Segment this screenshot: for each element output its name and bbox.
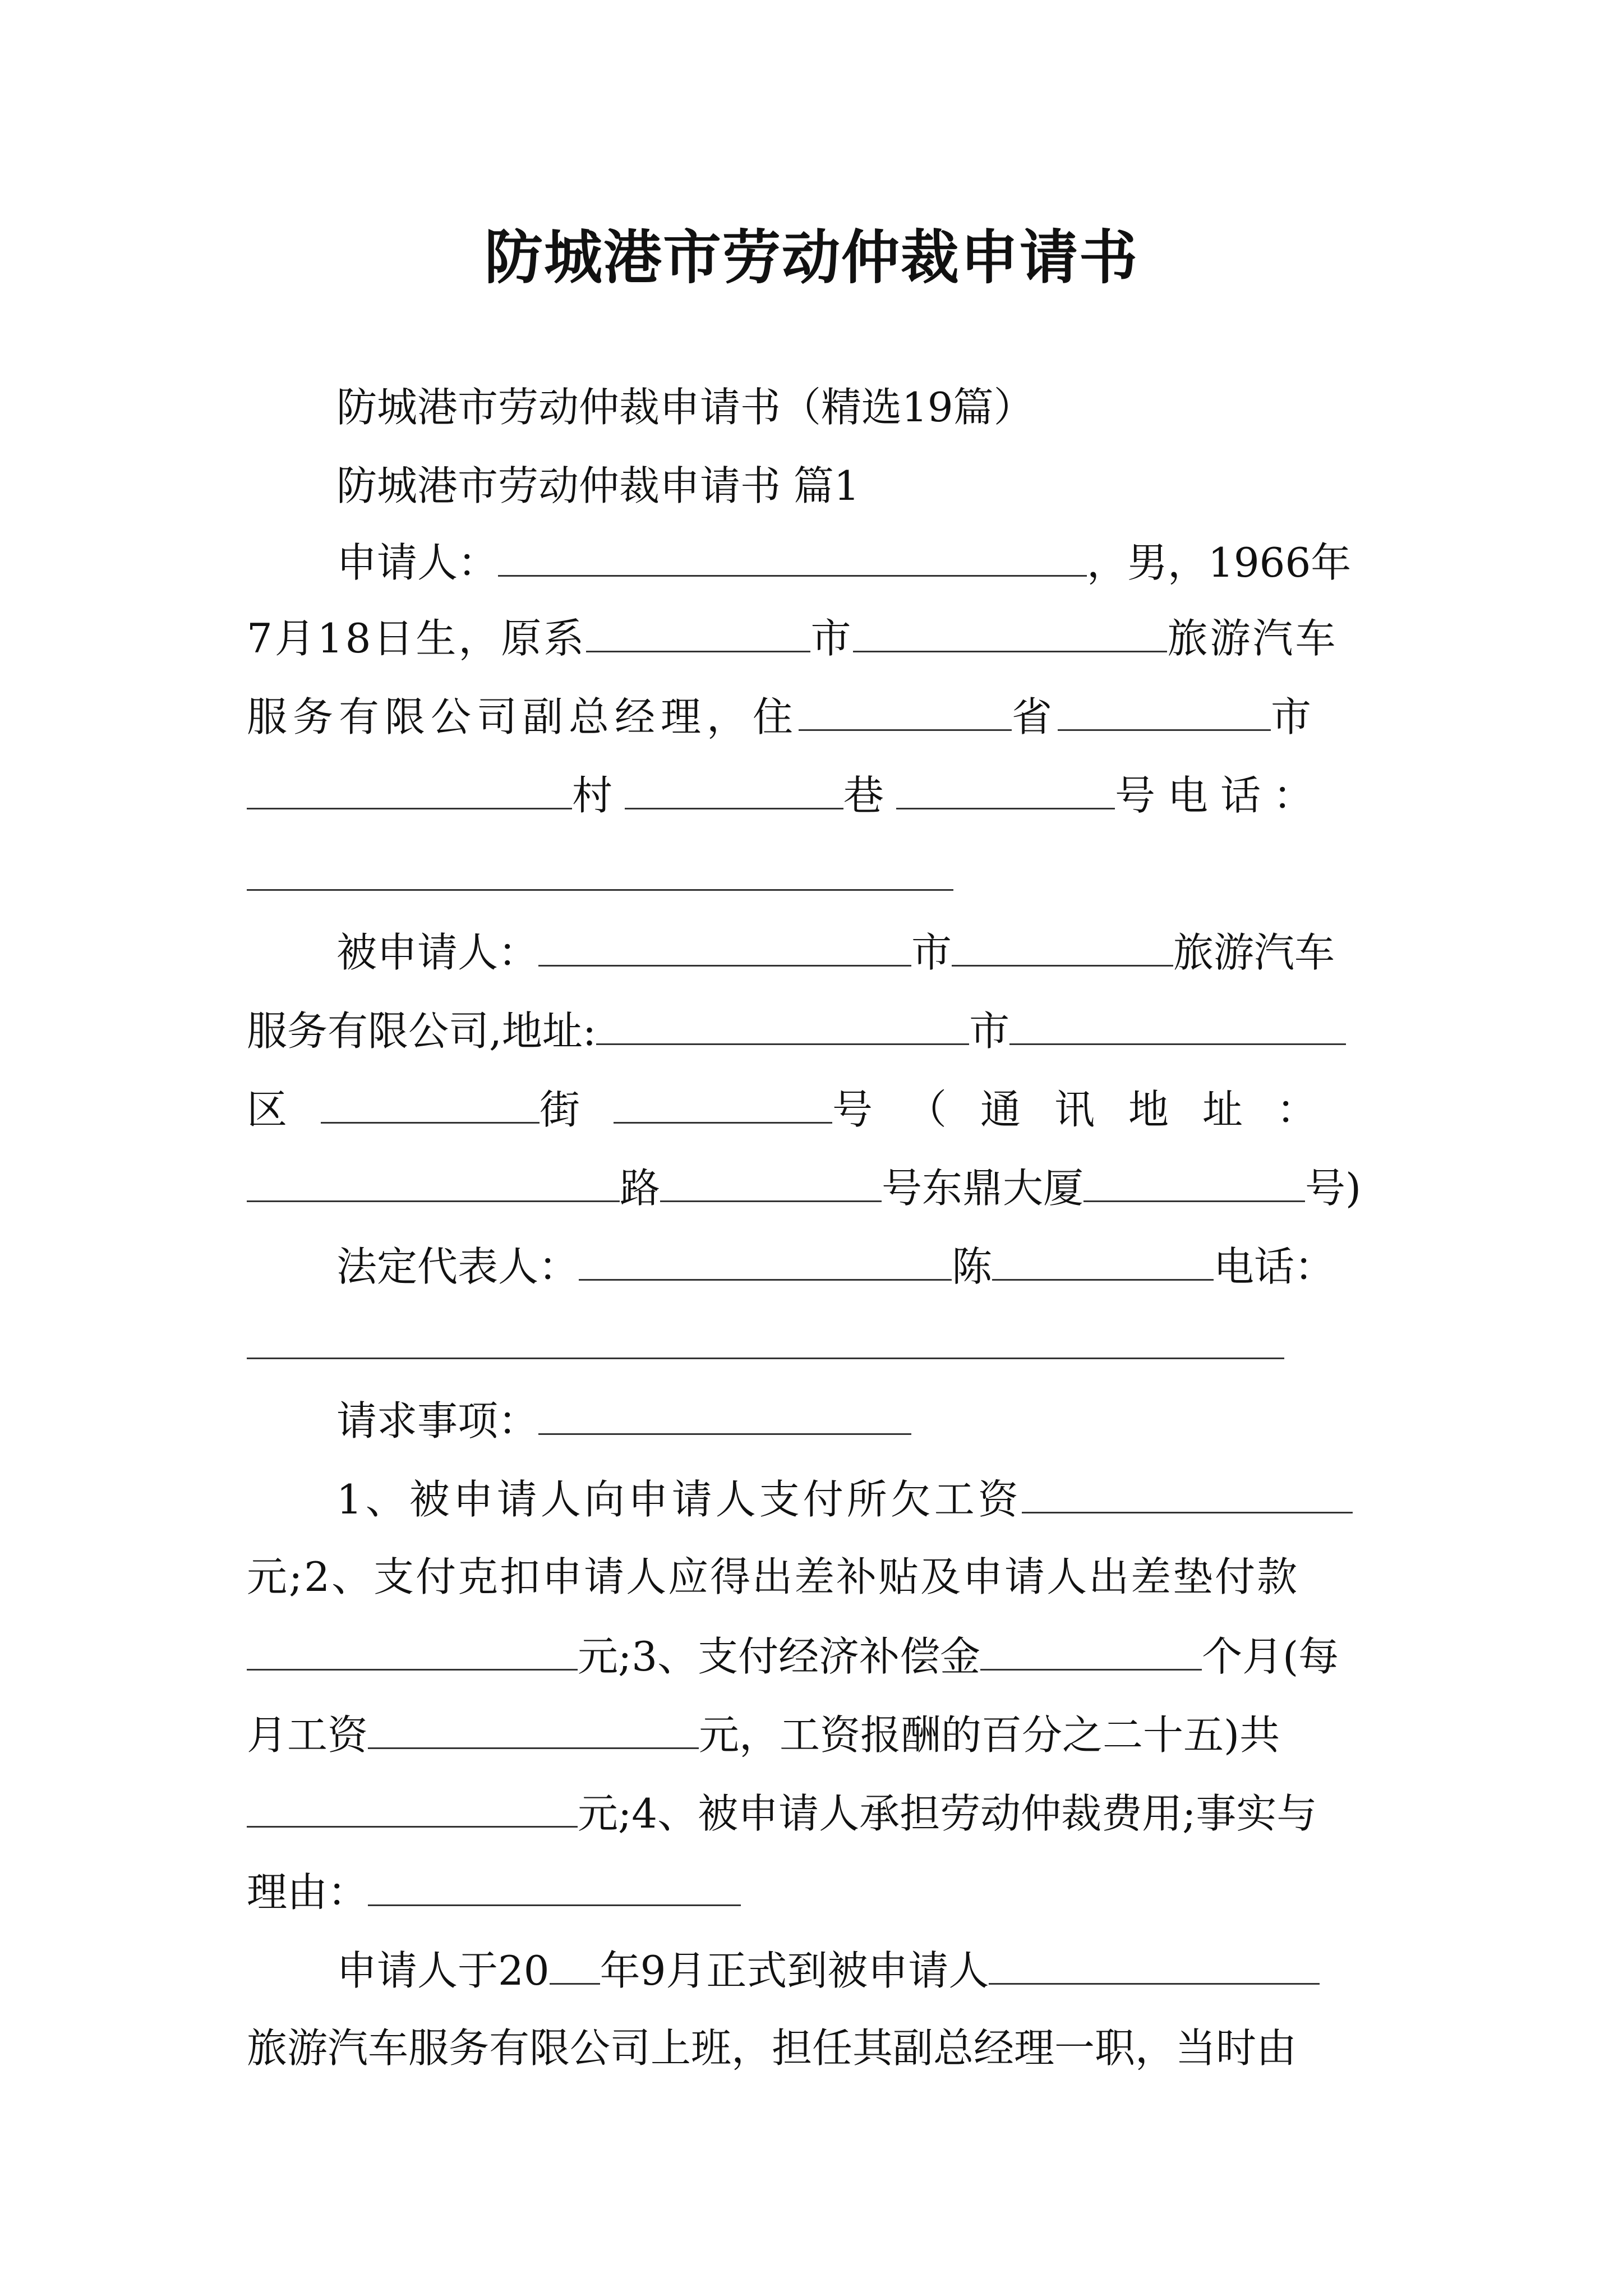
respondent-city-blank[interactable] <box>1009 1010 1346 1045</box>
applicant-line-2 <box>247 615 1338 662</box>
request-line <box>336 1397 911 1444</box>
phone-blank[interactable] <box>247 889 953 891</box>
respondent-number: 号（通讯地址： <box>832 1086 1351 1133</box>
travel-payment-blank[interactable] <box>247 1635 578 1671</box>
road-blank[interactable] <box>660 1167 882 1202</box>
respondent-label: 被申请人： <box>336 929 539 976</box>
respondent-street: 街 <box>540 1086 614 1133</box>
respondent-company: 旅游汽车 <box>1173 929 1335 976</box>
request-label: 请求事项： <box>336 1397 539 1444</box>
respondent-address: 服务有限公司,地址: <box>247 1007 597 1055</box>
item-4: 元;4、被申请人承担劳动仲裁费用;事实与 <box>578 1790 1317 1837</box>
legal-rep-name-blank[interactable] <box>992 1245 1214 1281</box>
respondent-line-2 <box>247 1007 1346 1055</box>
request-blank[interactable] <box>538 1400 911 1435</box>
facts-1a: 申请人于20 <box>336 1947 550 1994</box>
compensation-months-blank[interactable] <box>980 1635 1202 1671</box>
applicant-province: 省 <box>1012 693 1058 740</box>
respondent-name-blank[interactable] <box>538 931 911 967</box>
item-1: 1、被申请人向申请人支付所欠工资 <box>336 1476 1022 1523</box>
reason-label: 理由： <box>247 1869 368 1916</box>
applicant-company: 旅游汽车 <box>1167 615 1338 662</box>
facts-line-1 <box>336 1947 1320 1994</box>
respondent-company-blank[interactable] <box>952 931 1173 967</box>
document-title: 防城港市劳动仲裁申请书 <box>484 223 1138 292</box>
lane-blank[interactable] <box>896 774 1115 809</box>
mail-area-blank[interactable] <box>247 1167 620 1202</box>
applicant-city: 市 <box>810 615 854 662</box>
respondent-district: 区 <box>247 1086 321 1133</box>
item-2: 元;2、支付克扣申请人应得出差补贴及申请人出差垫付款 <box>247 1553 1299 1600</box>
former-company-blank[interactable] <box>853 617 1167 652</box>
item-1-line <box>336 1476 1353 1523</box>
applicant-city2: 市 <box>1271 693 1317 740</box>
applicant-line-4 <box>247 772 1326 819</box>
section-heading: 防城港市劳动仲裁申请书 篇1 <box>336 462 860 509</box>
legal-rep-phone-blank[interactable] <box>247 1358 1284 1359</box>
village-blank[interactable] <box>625 774 843 809</box>
unpaid-wage-blank[interactable] <box>1022 1478 1353 1513</box>
former-city-blank[interactable] <box>586 617 810 652</box>
total-amount-blank[interactable] <box>247 1792 578 1828</box>
facts-2: 旅游汽车服务有限公司上班，担任其副总经理一职，当时由 <box>247 2024 1297 2072</box>
facts-line-2 <box>247 2024 1297 2072</box>
city-blank[interactable] <box>1058 696 1271 731</box>
respondent-city: 市 <box>911 929 952 976</box>
item-3-line <box>247 1633 1339 1680</box>
subtitle: 防城港市劳动仲裁申请书（精选19篇） <box>336 384 1034 431</box>
legal-rep-surname: 陈 <box>952 1243 993 1290</box>
applicant-village: 村 <box>572 772 625 819</box>
applicant-name-blank[interactable] <box>498 541 1087 577</box>
legal-rep-phone: 电话： <box>1214 1243 1335 1290</box>
applicant-line-1 <box>336 539 1352 586</box>
province-blank[interactable] <box>799 696 1012 731</box>
legal-rep-label: 法定代表人： <box>336 1243 579 1290</box>
item-3-cont-line <box>247 1711 1280 1759</box>
item-3b: 个月(每 <box>1202 1633 1339 1680</box>
item-3c: 月工资 <box>247 1711 368 1759</box>
applicant-line-3 <box>247 693 1317 740</box>
item-3a: 元;3、支付经济补偿金 <box>578 1633 981 1680</box>
applicant-born: 7月18日生，原系 <box>247 615 587 662</box>
applicant-phone: 号电话： <box>1115 772 1326 819</box>
respondent-road: 路 <box>620 1165 661 1212</box>
area-blank[interactable] <box>247 774 572 809</box>
item-3d: 元，工资报酬的百分之二十五)共 <box>699 1711 1280 1759</box>
legal-rep-blank[interactable] <box>579 1245 952 1281</box>
respondent-close: 号) <box>1305 1165 1362 1212</box>
respondent-line-1 <box>336 929 1335 976</box>
respondent-city2: 市 <box>969 1007 1010 1055</box>
employer-blank[interactable] <box>989 1949 1320 1985</box>
applicant-company2: 服务有限公司副总经理，住 <box>247 693 799 740</box>
respondent-line-3 <box>247 1086 1351 1133</box>
respondent-line-4 <box>247 1165 1362 1212</box>
district-blank[interactable] <box>321 1088 540 1124</box>
respondent-building: 号东鼎大厦 <box>882 1165 1084 1212</box>
reason-line <box>247 1869 741 1916</box>
applicant-lane: 巷 <box>843 772 897 819</box>
item-2-line <box>247 1553 1299 1600</box>
legal-rep-line <box>336 1243 1335 1290</box>
respondent-address-blank[interactable] <box>596 1010 969 1045</box>
applicant-label: 申请人： <box>336 539 499 586</box>
year-blank[interactable] <box>550 1949 600 1985</box>
applicant-tail: ，男，1966年 <box>1087 539 1352 586</box>
item-4-line <box>247 1790 1317 1837</box>
street-blank[interactable] <box>614 1088 832 1124</box>
facts-1b: 年9月正式到被申请人 <box>600 1947 989 1994</box>
reason-blank[interactable] <box>368 1871 741 1906</box>
building-blank[interactable] <box>1083 1167 1305 1202</box>
monthly-wage-blank[interactable] <box>368 1714 699 1749</box>
